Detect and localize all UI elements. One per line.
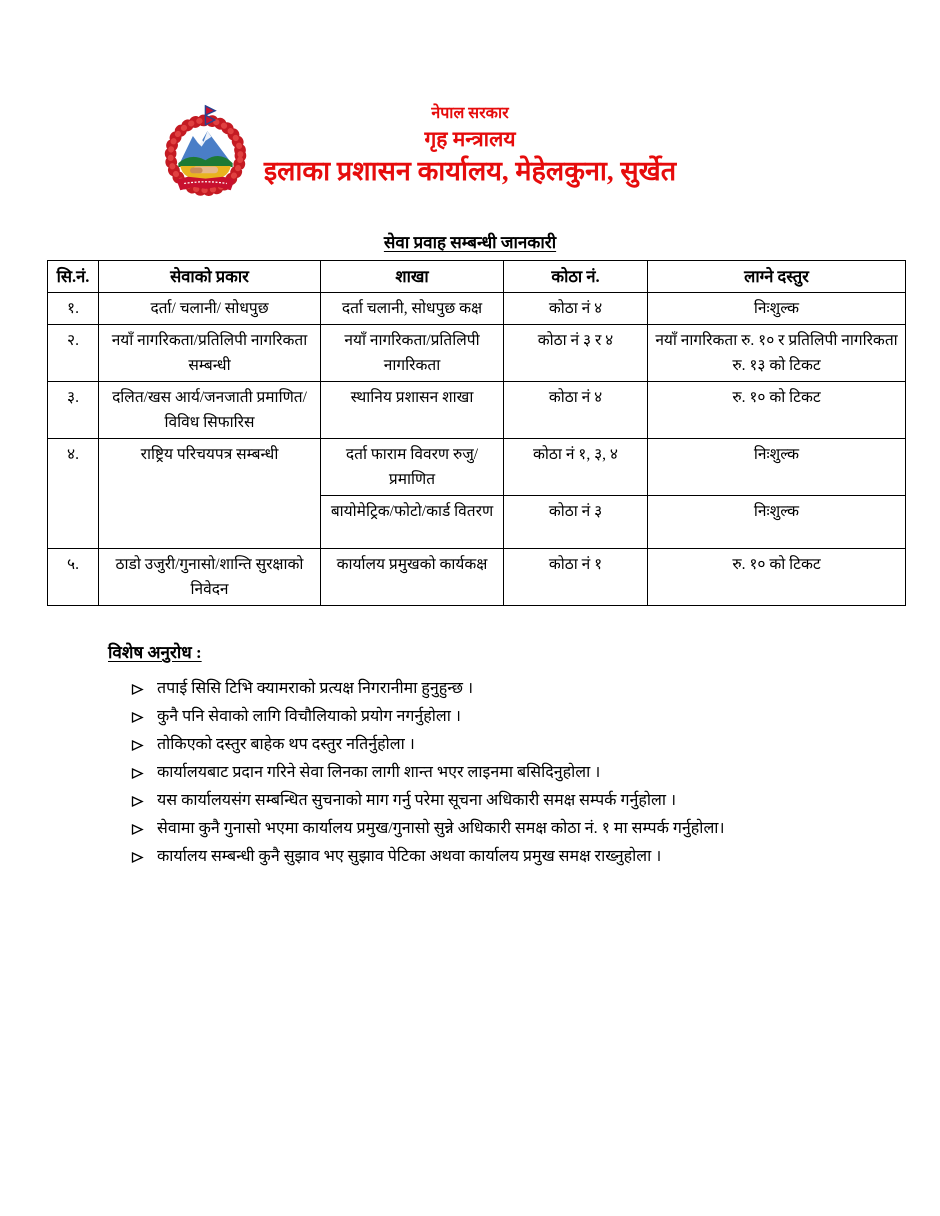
- letterhead-text: [0, 104, 940, 188]
- cell-branch: कार्यालय प्रमुखको कार्यकक्ष: [321, 549, 504, 606]
- cell-sn: ३.: [48, 382, 99, 439]
- cell-room: कोठा नं १, ३, ४: [504, 439, 648, 496]
- list-item: [131, 675, 940, 703]
- cell-room: कोठा नं ४: [504, 382, 648, 439]
- arrowhead-bullet-icon: [131, 711, 144, 724]
- cell-service: दलित/खस आर्य/जनजाती प्रमाणित/विविध सिफारिस: [99, 382, 321, 439]
- office-name: इलाका प्रशासन कार्यालय, मेहेलकुना, सुर्खेत: [263, 156, 677, 186]
- col-header-fee: लाग्ने दस्तुर: [648, 261, 906, 293]
- cell-branch: स्थानिय प्रशासन शाखा: [321, 382, 504, 439]
- cell-fee: निःशुल्क: [648, 496, 906, 549]
- col-header-branch: शाखा: [321, 261, 504, 293]
- arrowhead-bullet-icon: [131, 683, 144, 696]
- special-request-title: विशेष अनुरोध :: [108, 643, 202, 662]
- list-item-text: कार्यालय सम्बन्धी कुनै सुझाव भए सुझाव पेटिका अथवा कार्यालय प्रमुख समक्ष राख्नुहोला ।: [157, 848, 662, 865]
- arrowhead-bullet-icon: [131, 795, 144, 808]
- cell-sn: ४.: [48, 439, 99, 549]
- arrowhead-bullet-icon: [131, 767, 144, 780]
- col-header-service-type: सेवाको प्रकार: [99, 261, 321, 293]
- cell-branch: नयाँ नागरिकता/प्रतिलिपी नागरिकता: [321, 325, 504, 382]
- arrowhead-bullet-icon: [131, 823, 144, 836]
- list-item: [131, 731, 940, 759]
- list-item-text: कुनै पनि सेवाको लागि विचौलियाको प्रयोग नगर्नुहोला ।: [157, 708, 461, 725]
- col-header-room-no: कोठा नं.: [504, 261, 648, 293]
- cell-sn: २.: [48, 325, 99, 382]
- cell-branch: दर्ता चलानी, सोधपुछ कक्ष: [321, 293, 504, 325]
- cell-service: नयाँ नागरिकता/प्रतिलिपी नागरिकता सम्बन्धी: [99, 325, 321, 382]
- list-item: [131, 815, 940, 843]
- cell-service: ठाडो उजुरी/गुनासो/शान्ति सुरक्षाको निवेदन: [99, 549, 321, 606]
- list-item-text: यस कार्यालयसंग सम्बन्धित सुचनाको माग गर्नु परेमा सूचना अधिकारी समक्ष सम्पर्क गर्नुहोला ।: [157, 792, 677, 809]
- ministry-name: गृह मन्त्रालय: [424, 127, 516, 151]
- cell-fee: निःशुल्क: [648, 293, 906, 325]
- table-row: [48, 549, 906, 606]
- service-info-table: [47, 260, 906, 606]
- col-header-sn: सि.नं.: [48, 261, 99, 293]
- arrowhead-bullet-icon: [131, 739, 144, 752]
- special-request-list: [131, 675, 940, 871]
- list-item-text: सेवामा कुनै गुनासो भएमा कार्यालय प्रमुख/गुनासो सुन्ने अधिकारी समक्ष कोठा नं. १ मा सम्पर्क गर्नुहोला।: [157, 820, 725, 837]
- cell-room: कोठा नं ३: [504, 496, 648, 549]
- letterhead: [0, 0, 940, 212]
- list-item: [131, 759, 940, 787]
- cell-fee: नयाँ नागरिकता रु. १० र प्रतिलिपी नागरिकता रु. १३ को टिकट: [648, 325, 906, 382]
- cell-fee: रु. १० को टिकट: [648, 549, 906, 606]
- cell-service: राष्ट्रिय परिचयपत्र सम्बन्धी: [99, 439, 321, 549]
- list-item: [131, 703, 940, 731]
- cell-fee: रु. १० को टिकट: [648, 382, 906, 439]
- list-item-text: तोकिएको दस्तुर बाहेक थप दस्तुर नतिर्नुहोला ।: [157, 736, 415, 753]
- table-row: [48, 293, 906, 325]
- cell-room: कोठा नं १: [504, 549, 648, 606]
- list-item-text: कार्यालयबाट प्रदान गरिने सेवा लिनका लागी शान्त भएर लाइनमा बसिदिनुहोला ।: [157, 764, 601, 781]
- cell-branch: दर्ता फाराम विवरण रुजु/प्रमाणित: [321, 439, 504, 496]
- cell-service: दर्ता/ चलानी/ सोधपुछ: [99, 293, 321, 325]
- table-row: [48, 439, 906, 496]
- cell-room: कोठा नं ३ र ४: [504, 325, 648, 382]
- table-title: सेवा प्रवाह सम्बन्धी जानकारी: [383, 233, 557, 252]
- government-name: नेपाल सरकार: [431, 105, 509, 122]
- arrowhead-bullet-icon: [131, 851, 144, 864]
- cell-branch: बायोमेट्रिक/फोटो/कार्ड वितरण: [321, 496, 504, 549]
- special-request-section: [108, 640, 940, 871]
- table-header-row: [48, 261, 906, 293]
- cell-room: कोठा नं ४: [504, 293, 648, 325]
- list-item-text: तपाई सिसि टिभि क्यामराको प्रत्यक्ष निगरानीमा हुनुहुन्छ ।: [157, 680, 474, 697]
- list-item: [131, 787, 940, 815]
- cell-fee: निःशुल्क: [648, 439, 906, 496]
- cell-sn: ५.: [48, 549, 99, 606]
- table-row: [48, 382, 906, 439]
- table-row: [48, 325, 906, 382]
- list-item: [131, 843, 940, 871]
- cell-sn: १.: [48, 293, 99, 325]
